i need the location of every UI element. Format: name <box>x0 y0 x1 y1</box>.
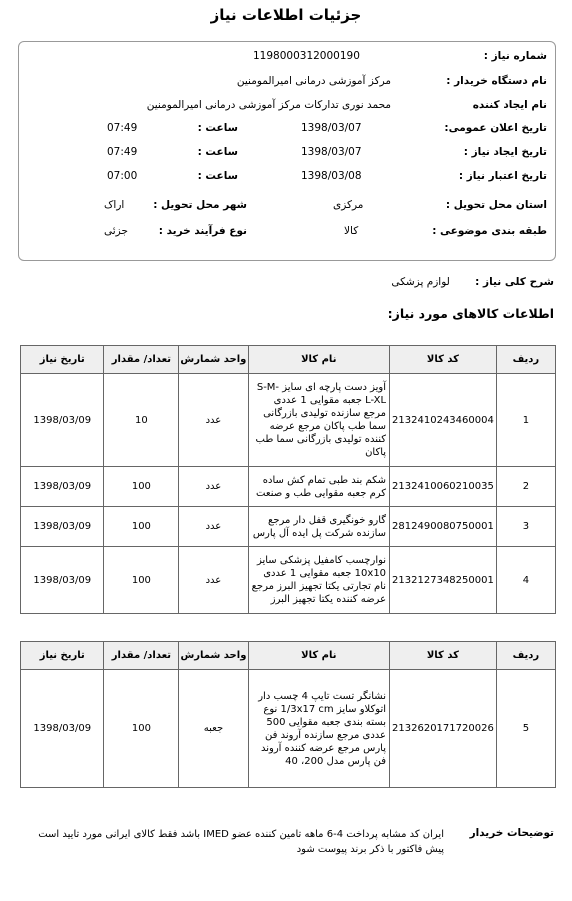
cell-unit: جعبه <box>179 670 248 788</box>
city-value: اراک <box>104 199 125 211</box>
cell-row: 5 <box>496 670 555 788</box>
cell-name: گارو خونگیری قفل دار مرجع سازنده شرکت پل ایده آل پارس <box>248 507 390 547</box>
goods-table-1 <box>20 345 556 614</box>
cell-date: 1398/03/09 <box>21 467 104 507</box>
header-qty: تعداد/ مقدار <box>104 346 179 374</box>
need-number-label: شماره نیاز : <box>483 50 547 62</box>
goods-table-2 <box>20 641 556 788</box>
buyer-label: نام دستگاه خریدار : <box>446 75 547 87</box>
cell-code: 2132620171720026 <box>390 670 497 788</box>
table-row <box>21 374 556 467</box>
need-number-value: 1198000312000190 <box>253 50 360 62</box>
table-row <box>21 507 556 547</box>
cell-code: 2812490080750001 <box>390 507 497 547</box>
general-description <box>391 276 554 288</box>
announce-time-label: ساعت : <box>197 122 238 134</box>
buyer-notes-label: توضیحات خریدار <box>469 827 554 839</box>
cell-code: 2132410060210035 <box>390 467 497 507</box>
header-qty: تعداد/ مقدار <box>104 642 179 670</box>
cell-date: 1398/03/09 <box>21 374 104 467</box>
category-row <box>19 225 555 245</box>
creator-row <box>19 99 555 119</box>
province-row <box>19 199 555 219</box>
table-header-row <box>21 642 556 670</box>
cell-date: 1398/03/09 <box>21 670 104 788</box>
header-unit: واحد شمارش <box>179 642 248 670</box>
create-date-value: 1398/03/07 <box>301 146 362 158</box>
cell-name: نوارچسب کامفیل پزشکی سایز 10x10 جعبه مقوایی 1 عددی نام تجارتی یکتا تجهیز البرز مرجع عرضه کننده یکتا تجهیز البرز <box>248 547 390 614</box>
page-title: جزئیات اطلاعات نیاز <box>210 6 362 24</box>
province-value: مرکزی <box>333 199 364 211</box>
buyer-row <box>19 75 555 95</box>
description-label: شرح کلی نیاز : <box>475 276 554 288</box>
table-row <box>21 670 556 788</box>
creator-label: نام ایجاد کننده <box>472 99 547 111</box>
header-name: نام کالا <box>248 642 389 670</box>
cell-name: آویز دست پارچه ای سایز S-M-L-XL جعبه مقوایی 1 عددی مرجع سازنده تولیدی بازرگانی سما طب پاکان مرجع عرضه کننده تولیدی بازرگانی سما طب پاکان <box>248 374 390 467</box>
cell-unit: عدد <box>179 507 248 547</box>
process-value: جزئی <box>104 225 128 237</box>
table-header-row <box>21 346 556 374</box>
cell-qty: 100 <box>104 467 179 507</box>
validity-date-value: 1398/03/08 <box>301 170 362 182</box>
cell-row: 1 <box>496 374 555 467</box>
cell-date: 1398/03/09 <box>21 507 104 547</box>
header-date: تاریخ نیاز <box>21 346 104 374</box>
category-value: کالا <box>344 225 359 237</box>
cell-date: 1398/03/09 <box>21 547 104 614</box>
create-date-label: تاریخ ایجاد نیاز : <box>463 146 547 158</box>
header-date: تاریخ نیاز <box>21 642 104 670</box>
cell-row: 3 <box>496 507 555 547</box>
header-name: نام کالا <box>248 346 390 374</box>
table-row <box>21 547 556 614</box>
announce-date-row <box>19 122 555 142</box>
description-value: لوازم پزشکی <box>391 276 450 288</box>
need-number-row <box>19 50 555 70</box>
cell-qty: 10 <box>104 374 179 467</box>
validity-time-value: 07:00 <box>107 170 138 182</box>
province-label: استان محل تحویل : <box>445 199 547 211</box>
category-label: طبقه بندی موضوعی : <box>432 225 547 237</box>
create-time-value: 07:49 <box>107 146 138 158</box>
cell-code: 2132410243460004 <box>390 374 497 467</box>
buyer-value: مرکز آموزشی درمانی امیرالمومنین <box>236 75 391 87</box>
cell-qty: 100 <box>104 670 179 788</box>
header-unit: واحد شمارش <box>179 346 248 374</box>
create-date-row <box>19 146 555 166</box>
validity-date-label: تاریخ اعتبار نیاز : <box>458 170 547 182</box>
cell-row: 4 <box>496 547 555 614</box>
header-code: کد کالا <box>390 642 497 670</box>
cell-name: نشانگر تست تایپ 4 چسب دار اتوکلاو سایز 1/3x17 cm نوع بسته بندی جعبه مقوایی 500 عددی مرجع سازنده آروند فن پارس مرجع عرضه کننده آروند فن پارس مدل 200، 40 <box>248 670 389 788</box>
announce-date-label: تاریخ اعلان عمومی: <box>444 122 547 134</box>
cell-row: 2 <box>496 467 555 507</box>
validity-time-label: ساعت : <box>197 170 238 182</box>
cell-unit: عدد <box>179 374 248 467</box>
city-label: شهر محل تحویل : <box>153 199 247 211</box>
cell-qty: 100 <box>104 507 179 547</box>
header-row-number: ردیف <box>496 346 555 374</box>
cell-unit: عدد <box>179 547 248 614</box>
process-label: نوع فرآیند خرید : <box>158 225 247 237</box>
create-time-label: ساعت : <box>197 146 238 158</box>
buyer-notes-text: ایران کد مشابه پرداخت 4-6 ماهه تامین کننده عضو IMED باشد فقط کالای ایرانی مورد تایید است پیش فاکتور با ذکر برند پیوست شود <box>38 829 444 855</box>
header-row-number: ردیف <box>496 642 555 670</box>
creator-value: محمد نوری تدارکات مرکز آموزشی درمانی امیرالمومنین <box>146 99 391 111</box>
cell-qty: 100 <box>104 547 179 614</box>
validity-date-row <box>19 170 555 190</box>
goods-section-title: اطلاعات کالاهای مورد نیاز: <box>387 306 554 321</box>
announce-time-value: 07:49 <box>107 122 138 134</box>
table-row <box>21 467 556 507</box>
announce-date-value: 1398/03/07 <box>301 122 362 134</box>
cell-name: شکم بند طبی تمام کش ساده کرم جعبه مقوایی طب و صنعت <box>248 467 390 507</box>
cell-unit: عدد <box>179 467 248 507</box>
cell-code: 2132127348250001 <box>390 547 497 614</box>
need-info-panel <box>18 41 556 261</box>
header-code: کد کالا <box>390 346 497 374</box>
